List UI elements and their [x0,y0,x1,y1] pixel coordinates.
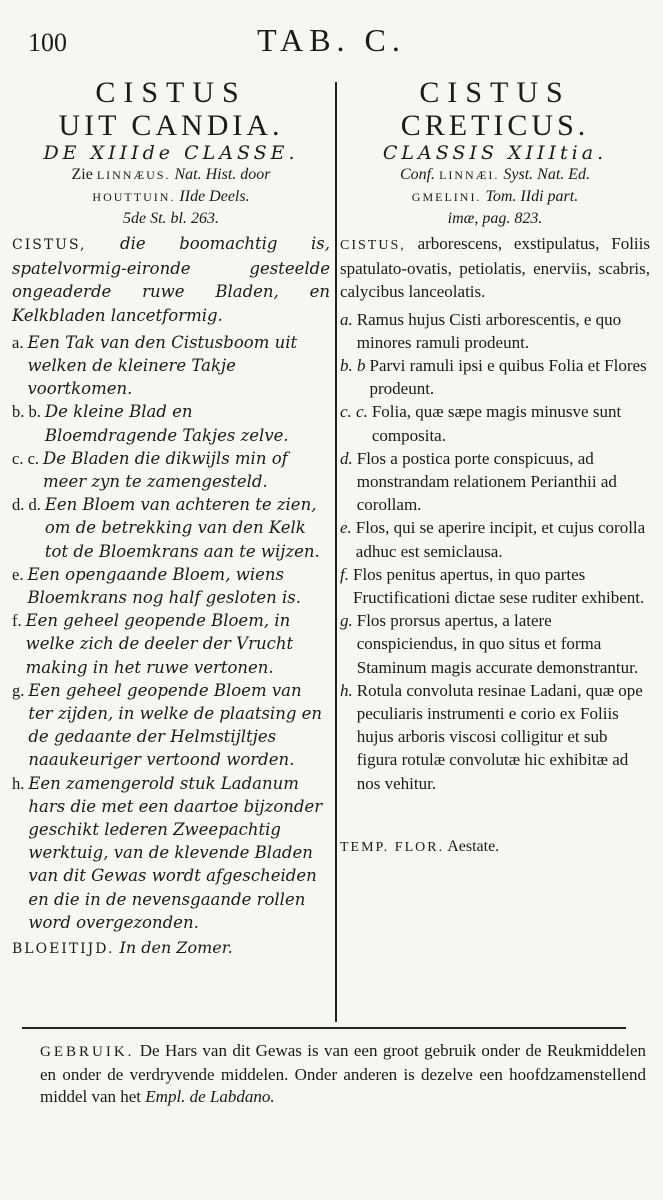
left-description [12,232,330,327]
right-ref-page: imæ, pag. 823. [447,210,543,227]
left-ref-work: Nat. Hist. door [170,166,271,183]
item-label: b. b. [12,402,41,422]
item-text: Flos penitus apertus, in quo partes Fructificationi dictae sese ruditer exhibent. [352,564,645,608]
usage-heading: GEBRUIK. [40,1044,135,1060]
usage-text: De Hars van dit Gewas is van een groot gebruik onder de Reukmiddelen en onder de verdryvende middelen. Onder anderen is dezelve een hoofdzamenstellend middel van het [40,1041,646,1106]
item-label: c. c. [12,448,40,468]
right-item [340,516,650,562]
item-text: Flos prorsus apertus, a latere conspiciendus, in quo situs et forma Staminum magis accurate demonstrantur. [356,611,639,677]
item-text: De Bladen die dikwijls min of meer zyn te zamengesteld. [43,448,288,492]
right-ref-author: LINNÆI. [439,168,500,182]
left-item [12,772,330,934]
right-ref-part: Tom. IIdi part. [481,188,579,205]
item-label: h. [12,773,25,793]
item-label: e. [340,518,352,538]
left-genus: CISTUS [95,76,247,109]
item-text: Een opengaande Bloem, wiens Bloemkrans nog half gesloten is. [27,564,301,608]
item-text: Een geheel geopende Bloem van ter zijden, in welke de plaatsing en de gedaante der Helmstijltjes naaukeuriger vertoond worden. [28,680,323,770]
right-column-latin [340,76,650,859]
left-reference [12,164,330,230]
item-text: Flos a postica porte conspicuus, ad monstrandam relationem Perianthii ad corollam. [356,448,617,515]
column-divider [335,82,337,1022]
right-item-list [340,308,650,795]
right-item [340,447,650,517]
left-flower-value: In den Zomer. [114,938,233,958]
left-desc-text: die boomachtig is, spatelvormig-eironde gesteelde ongeaderde ruwe Bladen, en Kelkbladen lancetformig. [12,234,330,325]
left-column-dutch [12,76,330,961]
left-flowering-time [12,936,330,961]
item-text: Een Tak van den Cistusboom uit welken de kleinere Takje voortkomen. [27,332,298,399]
right-flower-value: Aestate. [444,837,500,855]
item-label: e. [12,564,24,584]
usage-emphasis: Empl. de Labdano. [145,1087,275,1106]
item-text: Flos, qui se aperire incipit, et cujus corolla adhuc est semiclausa. [355,518,646,561]
left-item [12,679,330,772]
right-desc-text: arborescens, exstipulatus, Foliis spatulato-ovatis, petiolatis, enerviis, scabris, calycibus lanceolatis. [340,234,650,302]
left-ref-page: 5de St. bl. 263. [123,210,219,227]
item-text: Rotula convoluta resinae Ladani, quæ ope peculiaris instrumenti e corio ex Foliis hujus arboris viscosi colligitur et sub figura rotulæ convolutæ hic exhibitæ ad nos vehitur. [356,680,643,793]
right-desc-genus: CISTUS, [340,238,406,253]
left-flower-label: BLOEITIJD. [12,941,115,958]
item-text: Een geheel geopende Bloem, in welke zich de deeler der Vrucht making in het ruwe vertonen. [25,611,294,677]
item-label: h. [340,680,353,700]
item-label: d. [340,448,353,468]
left-species: UIT CANDIA. [58,109,284,142]
item-text: Folia, quæ sæpe magis minusve sunt composita. [371,402,622,445]
item-label: d. d. [12,495,41,515]
right-description [340,232,650,304]
left-ref-part: IIde Deels. [175,188,250,205]
right-item [340,609,650,679]
right-flowering-time [340,835,650,859]
right-genus: CISTUS [419,76,571,109]
item-label: g. [340,611,353,631]
item-label: g. [12,680,25,700]
right-species: CRETICUS. [400,109,590,142]
left-item [12,563,330,609]
item-label: c. c. [340,402,368,422]
right-item [340,679,650,795]
right-item [340,308,650,354]
left-item [12,447,330,493]
usage-paragraph [40,1040,646,1109]
item-label: b. b [340,356,366,376]
item-text: De kleine Blad en Bloemdragende Takjes zelve. [44,402,289,445]
item-text: Een Bloem van achteren te zien, om de betrekking van den Kelk tot de Bloemkrans aan te wijzen. [44,495,320,561]
left-item [12,493,330,563]
item-label: a. [12,332,24,352]
right-item [340,400,650,446]
left-item [12,609,330,679]
item-label: f. [340,564,349,584]
item-text: Een zamengerold stuk Ladanum hars die met een daartoe bijzonder geschikt lederen Zweepachtig werktuig, van de klevende Bladen van dit Gewas wordt afgescheiden en die in de nevensgaande rollen word overgezonden. [28,773,323,932]
left-item [12,400,330,446]
left-item [12,331,330,401]
right-ref-editor: GMELINI. [411,190,482,204]
plate-title: TAB. C. [257,22,406,58]
left-item-list [12,331,330,934]
right-item [340,563,650,609]
left-ref-translator: HOUTTUIN. [92,190,176,204]
left-ref-zie: Zie [71,166,97,183]
right-flower-label: TEMP. FLOR. [340,839,445,855]
right-reference [340,164,650,230]
right-item [340,354,650,400]
right-ref-work: Syst. Nat. Ed. [499,166,591,183]
item-label: f. [12,611,22,631]
item-text: Parvi ramuli ipsi e quibus Folia et Flores prodeunt. [369,356,647,399]
left-desc-genus: CISTUS, [12,237,87,253]
item-label: a. [340,309,353,329]
left-ref-author: LINNÆUS. [96,168,171,182]
right-ref-conf: Conf. [399,166,440,183]
item-text: Ramus hujus Cisti arborescentis, e quo minores ramuli prodeunt. [356,309,622,352]
bottom-rule [22,1027,626,1029]
left-class: DE XIIIde CLASSE. [43,142,299,164]
page-number: 100 [28,28,67,57]
right-class: CLASSIS XIIItia. [382,142,608,164]
